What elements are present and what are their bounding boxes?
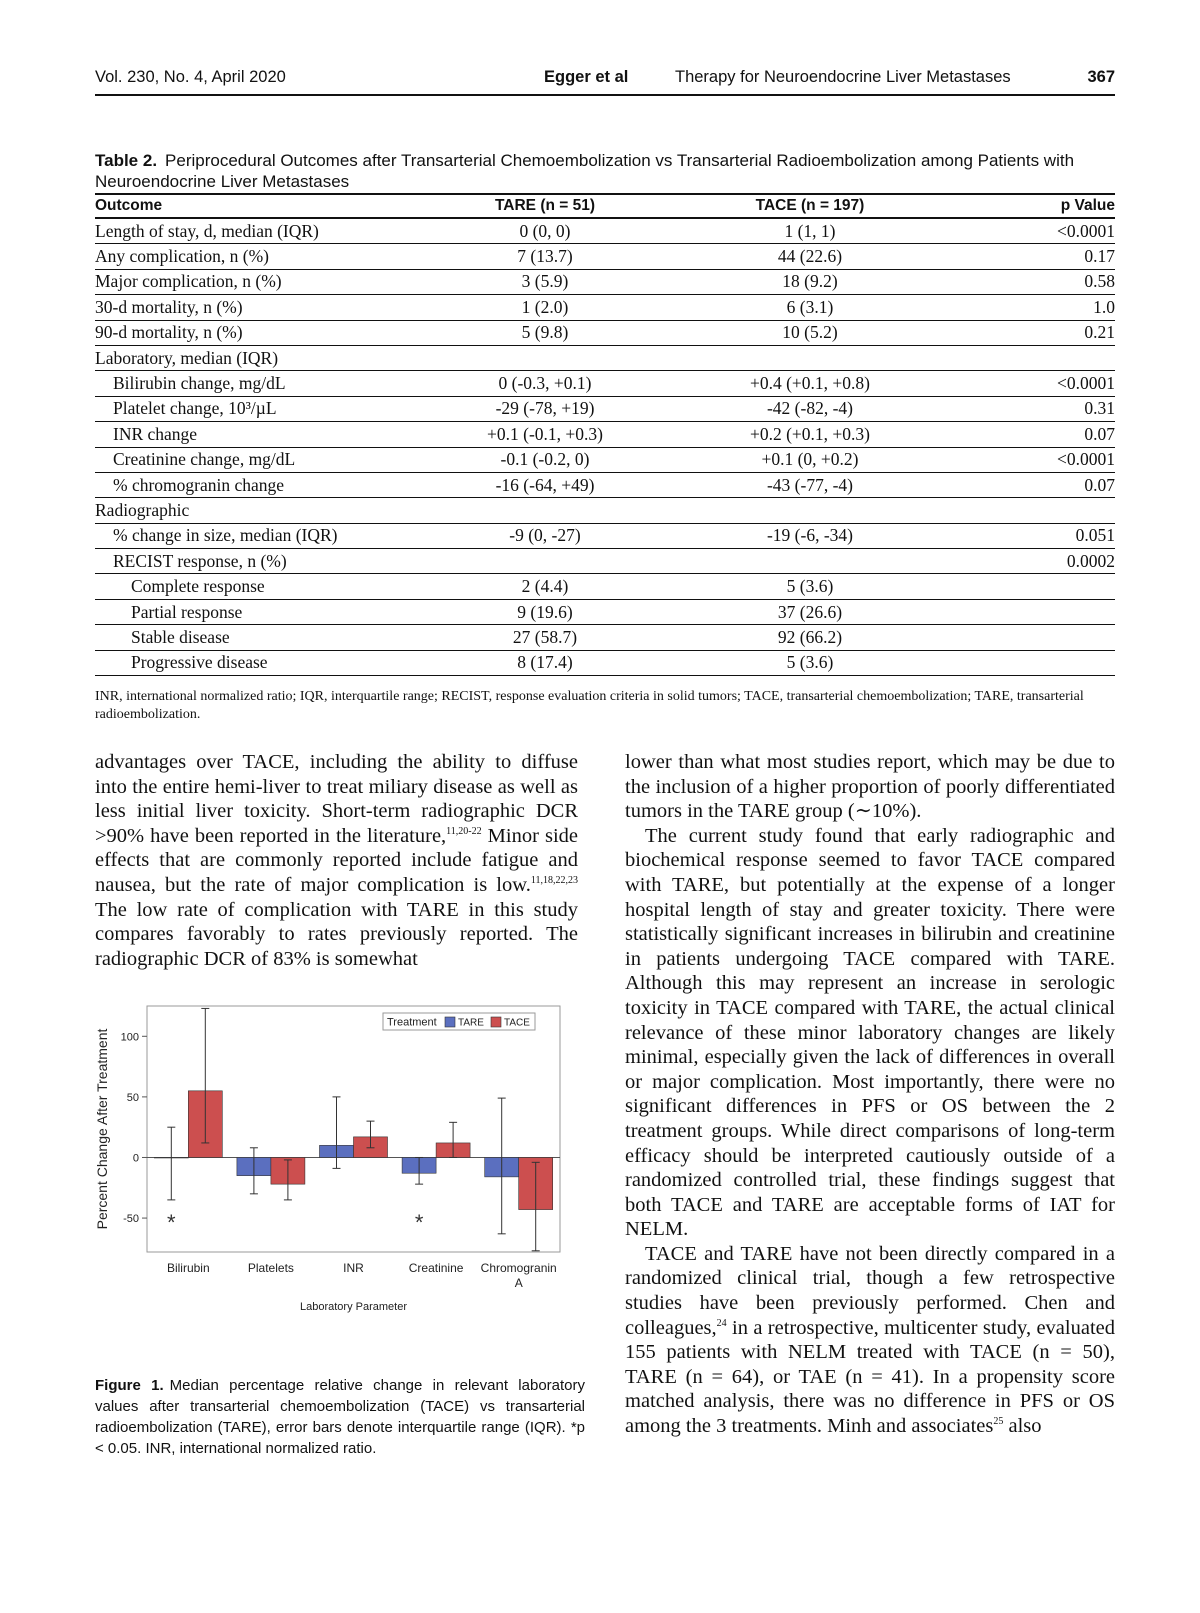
y-axis-label: Percent Change After Treatment: [95, 1028, 110, 1230]
x-tick-label: A: [514, 1276, 523, 1290]
citation: 25: [993, 1416, 1004, 1428]
table-row: [95, 218, 1115, 244]
table-cell: 18 (9.2): [665, 269, 955, 294]
table-footnote: INR, international normalized ratio; IQR, interquartile range; RECIST, response evaluation criteria in solid tumors; TACE, transarterial chemoembolization; TARE, transarterial radioembolization.: [95, 689, 1084, 722]
table-cell: [955, 574, 1115, 599]
x-tick-label: Creatinine: [408, 1261, 464, 1275]
table-cell: 2 (4.4): [425, 574, 665, 599]
body-paragraph: The current study found that early radiographic and biochemical response seemed to favor TACE compared with TARE, but potentially at the expense of a longer hospital length of stay and greater toxicity. There were statistically significant increases in bilirubin and creatinine in patients undergoing TACE compared with TARE. Although this may represent an increase in serologic toxicity in TACE compared with TARE, the actual clinical relevance of these minor laboratory changes are likely minimal, especially given the lack of differences in overall or major complication. Most importantly, there were no significant differences in PFS or OS between the 2 treatment groups. While direct comparisons of long-term efficacy should be interpreted cautiously outside of a randomized controlled trial, these findings suggest that both TACE and TARE are acceptable forms of IAT for NELM.: [625, 824, 1115, 1241]
bar-chart: [95, 1005, 585, 1360]
table-cell: Any complication, n (%): [95, 244, 425, 269]
significance-asterisk: *: [414, 1210, 424, 1236]
text-run: in a retrospective, multicenter study, evaluated 155 patients with NELM treated with TACE (n = 50), TARE (n = 64), or TAE (n = 41). In a propensity score matched analysis, there was no difference in PFS or OS among the 3 treatments. Minh and associates: [625, 1316, 1115, 1438]
table-cell: [955, 345, 1115, 370]
table-caption: [95, 150, 1115, 192]
table-cell: [665, 549, 955, 574]
table-cell: [425, 345, 665, 370]
y-tick-label: 100: [120, 1031, 139, 1044]
table-cell: 1 (2.0): [425, 295, 665, 320]
table-cell: -9 (0, -27): [425, 523, 665, 548]
table-cell: 0.07: [955, 422, 1115, 447]
table-cell: Partial response: [95, 599, 425, 624]
column-header-tace: TACE (n = 197): [665, 194, 955, 218]
table-cell: 30-d mortality, n (%): [95, 295, 425, 320]
table-cell: % change in size, median (IQR): [95, 523, 425, 548]
table-cell: <0.0001: [955, 447, 1115, 472]
table-cell: [955, 625, 1115, 650]
y-tick-label: 0: [132, 1152, 139, 1165]
table-cell: [665, 498, 955, 523]
table-cell: 0.21: [955, 320, 1115, 345]
legend-title: Treatment: [387, 1016, 437, 1029]
body-paragraph: lower than what most studies report, which may be due to the inclusion of a higher proportion of poorly differentiated tumors in the TARE group (∼10%).: [625, 751, 1115, 823]
text-run: Minor side effects that are commonly reported include fatigue and nausea, but the rate of major complication is low.: [95, 824, 578, 896]
figure-caption: [95, 1375, 585, 1459]
table-row: [95, 472, 1115, 497]
x-tick-label: Chromogranin: [480, 1261, 557, 1275]
x-tick-label: INR: [343, 1261, 364, 1275]
table-row: [95, 625, 1115, 650]
table-cell: Complete response: [95, 574, 425, 599]
y-tick-label: 50: [126, 1091, 139, 1104]
table-cell: 9 (19.6): [425, 599, 665, 624]
table-cell: 8 (17.4): [425, 650, 665, 675]
table-cell: [425, 498, 665, 523]
x-tick-label: Bilirubin: [166, 1261, 210, 1275]
table-cell: Major complication, n (%): [95, 269, 425, 294]
table-cell: 6 (3.1): [665, 295, 955, 320]
figure-caption-text: Median percentage relative change in relevant laboratory values after transarterial chemoembolization (TACE) vs transarterial radioembolization (TARE), error bars denote interquartile range (IQR). *p < 0.05. INR, international normalized ratio.: [95, 1377, 585, 1457]
table-row: [95, 574, 1115, 599]
table-cell: Progressive disease: [95, 650, 425, 675]
citation: 11,18,22,23: [530, 875, 578, 887]
table-row: [95, 371, 1115, 396]
table-cell: 0 (0, 0): [425, 218, 665, 244]
table-cell: 1.0: [955, 295, 1115, 320]
table-label: Table 2.: [95, 151, 158, 170]
legend-swatch-tare: [445, 1017, 455, 1027]
x-tick-label: Platelets: [247, 1261, 294, 1275]
column-header-p-value: p Value: [955, 194, 1115, 218]
table-cell: [955, 599, 1115, 624]
legend-swatch-tace: [491, 1017, 501, 1027]
table-cell: 0.051: [955, 523, 1115, 548]
table-cell: 5 (9.8): [425, 320, 665, 345]
table-row: [95, 295, 1115, 320]
running-header: [95, 68, 1115, 96]
table-row: [95, 269, 1115, 294]
table-cell: 0.0002: [955, 549, 1115, 574]
table-row: [95, 244, 1115, 269]
table-cell: 3 (5.9): [425, 269, 665, 294]
table-cell: +0.1 (-0.1, +0.3): [425, 422, 665, 447]
table-row: [95, 422, 1115, 447]
table-cell: Radiographic: [95, 498, 425, 523]
table-cell: Laboratory, median (IQR): [95, 345, 425, 370]
table-cell: 7 (13.7): [425, 244, 665, 269]
table-cell: 0.58: [955, 269, 1115, 294]
table-cell: 90-d mortality, n (%): [95, 320, 425, 345]
page-number: 367: [1087, 68, 1115, 86]
table-cell: -0.1 (-0.2, 0): [425, 447, 665, 472]
table-row: [95, 396, 1115, 421]
citation: 24: [716, 1317, 727, 1329]
table-cell: 5 (3.6): [665, 650, 955, 675]
table-cell: -16 (-64, +49): [425, 472, 665, 497]
table-cell: [955, 650, 1115, 675]
legend-label-tace: TACE: [504, 1017, 530, 1029]
table-cell: 0.07: [955, 472, 1115, 497]
table-cell: [955, 498, 1115, 523]
table-row: [95, 650, 1115, 675]
table-cell: 10 (5.2): [665, 320, 955, 345]
table-cell: +0.4 (+0.1, +0.8): [665, 371, 955, 396]
table-cell: -43 (-77, -4): [665, 472, 955, 497]
column-header-tare: TARE (n = 51): [425, 194, 665, 218]
right-body-column: [625, 750, 1115, 1439]
table-caption-text: Periprocedural Outcomes after Transarterial Chemoembolization vs Transarterial Radioembolization among Patients with Neuroendocrine Liver Metastases: [95, 151, 1075, 191]
text-run: advantages over TACE, including the ability to diffuse into the entire hemi-liver to treat miliary disease as well as less initial liver toxicity. Short-term radiographic DCR >90% have been reported in the literature,: [95, 751, 578, 847]
table-cell: RECIST response, n (%): [95, 549, 425, 574]
table-cell: <0.0001: [955, 371, 1115, 396]
table-cell: 0 (-0.3, +0.1): [425, 371, 665, 396]
legend-label-tare: TARE: [458, 1017, 484, 1029]
y-tick-label: -50: [123, 1213, 139, 1226]
body-paragraph: [95, 750, 578, 971]
table-cell: Length of stay, d, median (IQR): [95, 218, 425, 244]
table-cell: 44 (22.6): [665, 244, 955, 269]
table-row: [95, 523, 1115, 548]
outcomes-table: [95, 193, 1115, 676]
table-cell: -42 (-82, -4): [665, 396, 955, 421]
figure-label: Figure 1.: [95, 1377, 164, 1394]
table-cell: 0.31: [955, 396, 1115, 421]
citation: 11,20-22: [446, 825, 482, 837]
x-axis-label: Laboratory Parameter: [300, 1301, 407, 1313]
table-cell: 37 (26.6): [665, 599, 955, 624]
table-cell: Stable disease: [95, 625, 425, 650]
table-row: [95, 549, 1115, 574]
table-row: [95, 498, 1115, 523]
table-cell: +0.2 (+0.1, +0.3): [665, 422, 955, 447]
table-row: [95, 320, 1115, 345]
table-cell: 27 (58.7): [425, 625, 665, 650]
running-title: Therapy for Neuroendocrine Liver Metastases: [675, 68, 1011, 86]
table-cell: +0.1 (0, +0.2): [665, 447, 955, 472]
text-run: The low rate of complication with TARE in this study compares favorably to rates previously reported. The radiographic DCR of 83% is somewhat: [95, 898, 578, 970]
table-body: [95, 218, 1115, 676]
table-cell: % chromogranin change: [95, 472, 425, 497]
table-cell: -19 (-6, -34): [665, 523, 955, 548]
significance-asterisk: *: [167, 1210, 176, 1236]
table-cell: 92 (66.2): [665, 625, 955, 650]
table-row: [95, 599, 1115, 624]
table-cell: [425, 549, 665, 574]
table-row: [95, 345, 1115, 370]
left-body-column: [95, 750, 578, 971]
table-cell: Platelet change, 10³/µL: [95, 396, 425, 421]
table-cell: Bilirubin change, mg/dL: [95, 371, 425, 396]
table-cell: 5 (3.6): [665, 574, 955, 599]
table-cell: [665, 345, 955, 370]
body-paragraph: [625, 1242, 1115, 1439]
table-cell: <0.0001: [955, 218, 1115, 244]
table-cell: 1 (1, 1): [665, 218, 955, 244]
table-cell: 0.17: [955, 244, 1115, 269]
table-cell: -29 (-78, +19): [425, 396, 665, 421]
text-run: also: [1003, 1415, 1042, 1438]
column-header-outcome: Outcome: [95, 194, 425, 218]
table-row: [95, 447, 1115, 472]
text-run: TACE and TARE have not been directly compared in a randomized clinical trial, though a few retrospective studies have been previously performed. Chen and colleagues,: [625, 1242, 1115, 1339]
journal-volume: Vol. 230, No. 4, April 2020: [95, 68, 286, 86]
figure-1: [95, 1005, 585, 1360]
running-authors: Egger et al: [544, 68, 629, 86]
table-cell: INR change: [95, 422, 425, 447]
table-cell: Creatinine change, mg/dL: [95, 447, 425, 472]
table-header-row: [95, 194, 1115, 218]
